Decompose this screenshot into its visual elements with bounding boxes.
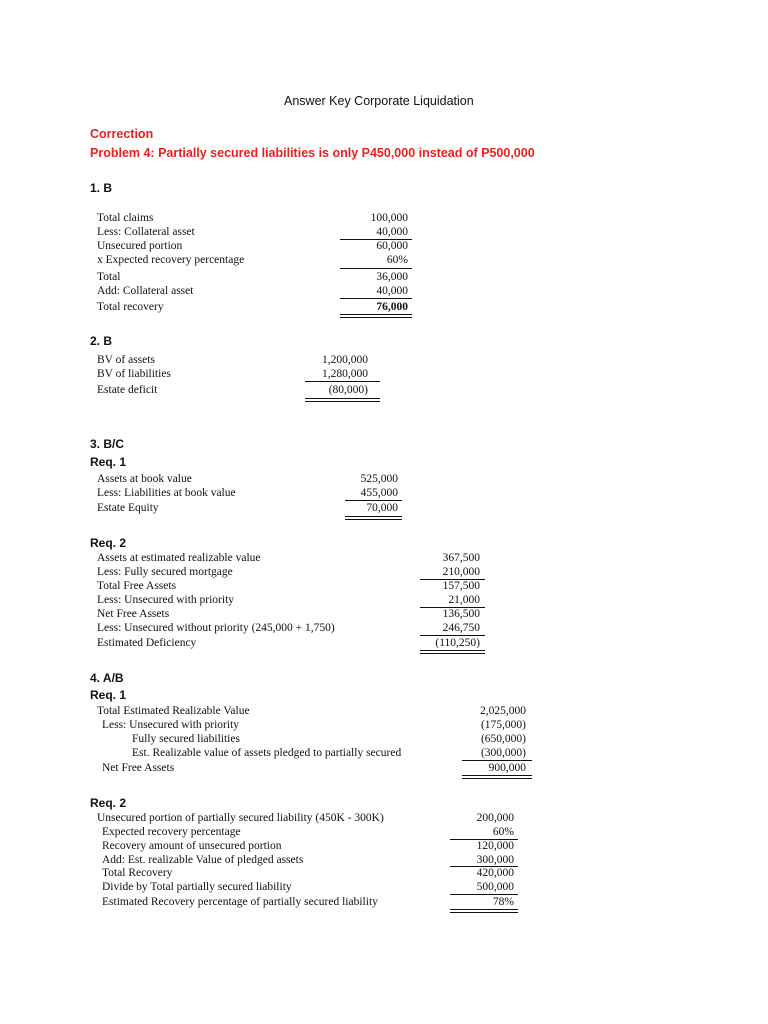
q4-req1-row-value: (175,000) xyxy=(480,719,526,731)
q1-row-value: 40,000 xyxy=(376,226,408,238)
q4-req1-row-value: (650,000) xyxy=(480,733,526,745)
q1-row-label: Unsecured portion xyxy=(97,240,183,252)
total-double-rule xyxy=(420,650,485,654)
q3-req2-row-value: 367,500 xyxy=(442,552,480,564)
q4-req1-row-value: 2,025,000 xyxy=(480,705,526,717)
total-double-rule xyxy=(450,909,518,913)
q2-row-label: BV of assets xyxy=(97,354,155,366)
correction-text: Problem 4: Partially secured liabilities is only P450,000 instead of P500,000 xyxy=(90,146,535,160)
q4-req1-row-label: Est. Realizable value of assets pledged to partially secured xyxy=(132,747,402,759)
q1-row-value: 60,000 xyxy=(376,240,408,252)
q1-row-value: 100,000 xyxy=(370,212,408,224)
q2-row-value: 1,200,000 xyxy=(322,354,368,366)
page-title: Answer Key Corporate Liquidation xyxy=(284,94,474,108)
q3-req2-row-value: 210,000 xyxy=(442,566,480,578)
total-double-rule xyxy=(305,398,380,402)
q1-heading: 1. B xyxy=(90,181,113,195)
q4-req2-row-value: 60% xyxy=(492,826,514,838)
q3-req2-row-value: (110,250) xyxy=(435,637,480,649)
q2-row-label: BV of liabilities xyxy=(97,368,171,380)
q1-row-label: Total claims xyxy=(97,212,154,224)
q1-row-label: Total recovery xyxy=(97,301,164,313)
q4-req1-label: Req. 1 xyxy=(90,688,127,702)
q4-req2-row-label: Estimated Recovery percentage of partially secured liability xyxy=(102,896,378,908)
q4-req2-row-value: 200,000 xyxy=(476,812,514,824)
total-double-rule xyxy=(462,775,532,779)
q1-row-label: Total xyxy=(97,271,121,283)
q4-req1-row-label: Less: Unsecured with priority xyxy=(102,719,240,731)
q3-req2-row-label: Assets at estimated realizable value xyxy=(97,552,261,564)
q4-req1-row-label: Net Free Assets xyxy=(102,762,175,774)
q3-req2-row-value: 157,500 xyxy=(442,580,480,592)
q3-req2-row-label: Less: Unsecured without priority (245,000 + 1,750) xyxy=(97,622,335,634)
q3-req2-row-value: 136,500 xyxy=(442,608,480,620)
q4-req2-row-label: Total Recovery xyxy=(102,867,173,879)
q3-req2-row-value: 246,750 xyxy=(442,622,480,634)
q3-req2-label: Req. 2 xyxy=(90,536,127,550)
q1-total-value: 76,000 xyxy=(376,301,408,313)
q3-req2-row-label: Less: Fully secured mortgage xyxy=(97,566,233,578)
q2-row-value: (80,000) xyxy=(328,384,368,396)
q3-req1-row-value: 70,000 xyxy=(366,502,398,514)
q4-req1-row-label: Total Estimated Realizable Value xyxy=(97,705,250,717)
subtotal-rule xyxy=(340,268,412,269)
q1-row-label: x Expected recovery percentage xyxy=(97,254,245,266)
q3-req2-row-label: Estimated Deficiency xyxy=(97,637,197,649)
q4-req2-row-value: 120,000 xyxy=(476,840,514,852)
q4-req2-row-label: Recovery amount of unsecured portion xyxy=(102,840,282,852)
q1-row-label: Add: Collateral asset xyxy=(97,285,194,297)
q3-req2-row-label: Total Free Assets xyxy=(97,580,177,592)
correction-label: Correction xyxy=(90,127,154,141)
q3-req1-row-label: Assets at book value xyxy=(97,473,192,485)
q4-heading: 4. A/B xyxy=(90,671,124,685)
q3-req1-row-label: Less: Liabilities at book value xyxy=(97,487,236,499)
q4-req2-row-label: Unsecured portion of partially secured liability (450K - 300K) xyxy=(97,812,384,824)
q3-req2-row-value: 21,000 xyxy=(448,594,480,606)
q4-req2-row-value: 420,000 xyxy=(476,867,514,879)
q4-req2-row-label: Add: Est. realizable Value of pledged assets xyxy=(102,854,304,866)
q3-heading: 3. B/C xyxy=(90,437,125,451)
q3-req1-row-label: Estate Equity xyxy=(97,502,159,514)
q1-row-value: 36,000 xyxy=(376,271,408,283)
q3-req2-row-label: Less: Unsecured with priority xyxy=(97,594,235,606)
q4-req1-row-value: (300,000) xyxy=(480,747,526,759)
q4-req1-row-label: Fully secured liabilities xyxy=(132,733,240,745)
q1-row-value: 40,000 xyxy=(376,285,408,297)
q4-req2-row-label: Expected recovery percentage xyxy=(102,826,241,838)
q2-heading: 2. B xyxy=(90,334,113,348)
subtotal-rule xyxy=(305,381,380,382)
q1-row-value: 60% xyxy=(386,254,408,266)
q4-req1-row-value: 900,000 xyxy=(488,762,526,774)
total-double-rule xyxy=(340,314,412,318)
q4-req2-row-value: 78% xyxy=(492,896,514,908)
q4-req2-row-label: Divide by Total partially secured liability xyxy=(102,881,292,893)
q3-req1-row-value: 455,000 xyxy=(360,487,398,499)
q4-req2-label: Req. 2 xyxy=(90,796,127,810)
q2-row-label: Estate deficit xyxy=(97,384,158,396)
subtotal-rule xyxy=(340,298,412,299)
total-double-rule xyxy=(345,516,402,520)
q3-req1-label: Req. 1 xyxy=(90,455,127,469)
q2-row-value: 1,280,000 xyxy=(322,368,368,380)
q4-req2-row-value: 300,000 xyxy=(476,854,514,866)
q3-req2-row-label: Net Free Assets xyxy=(97,608,170,620)
q1-row-label: Less: Collateral asset xyxy=(97,226,195,238)
q3-req1-row-value: 525,000 xyxy=(360,473,398,485)
q4-req2-row-value: 500,000 xyxy=(476,881,514,893)
